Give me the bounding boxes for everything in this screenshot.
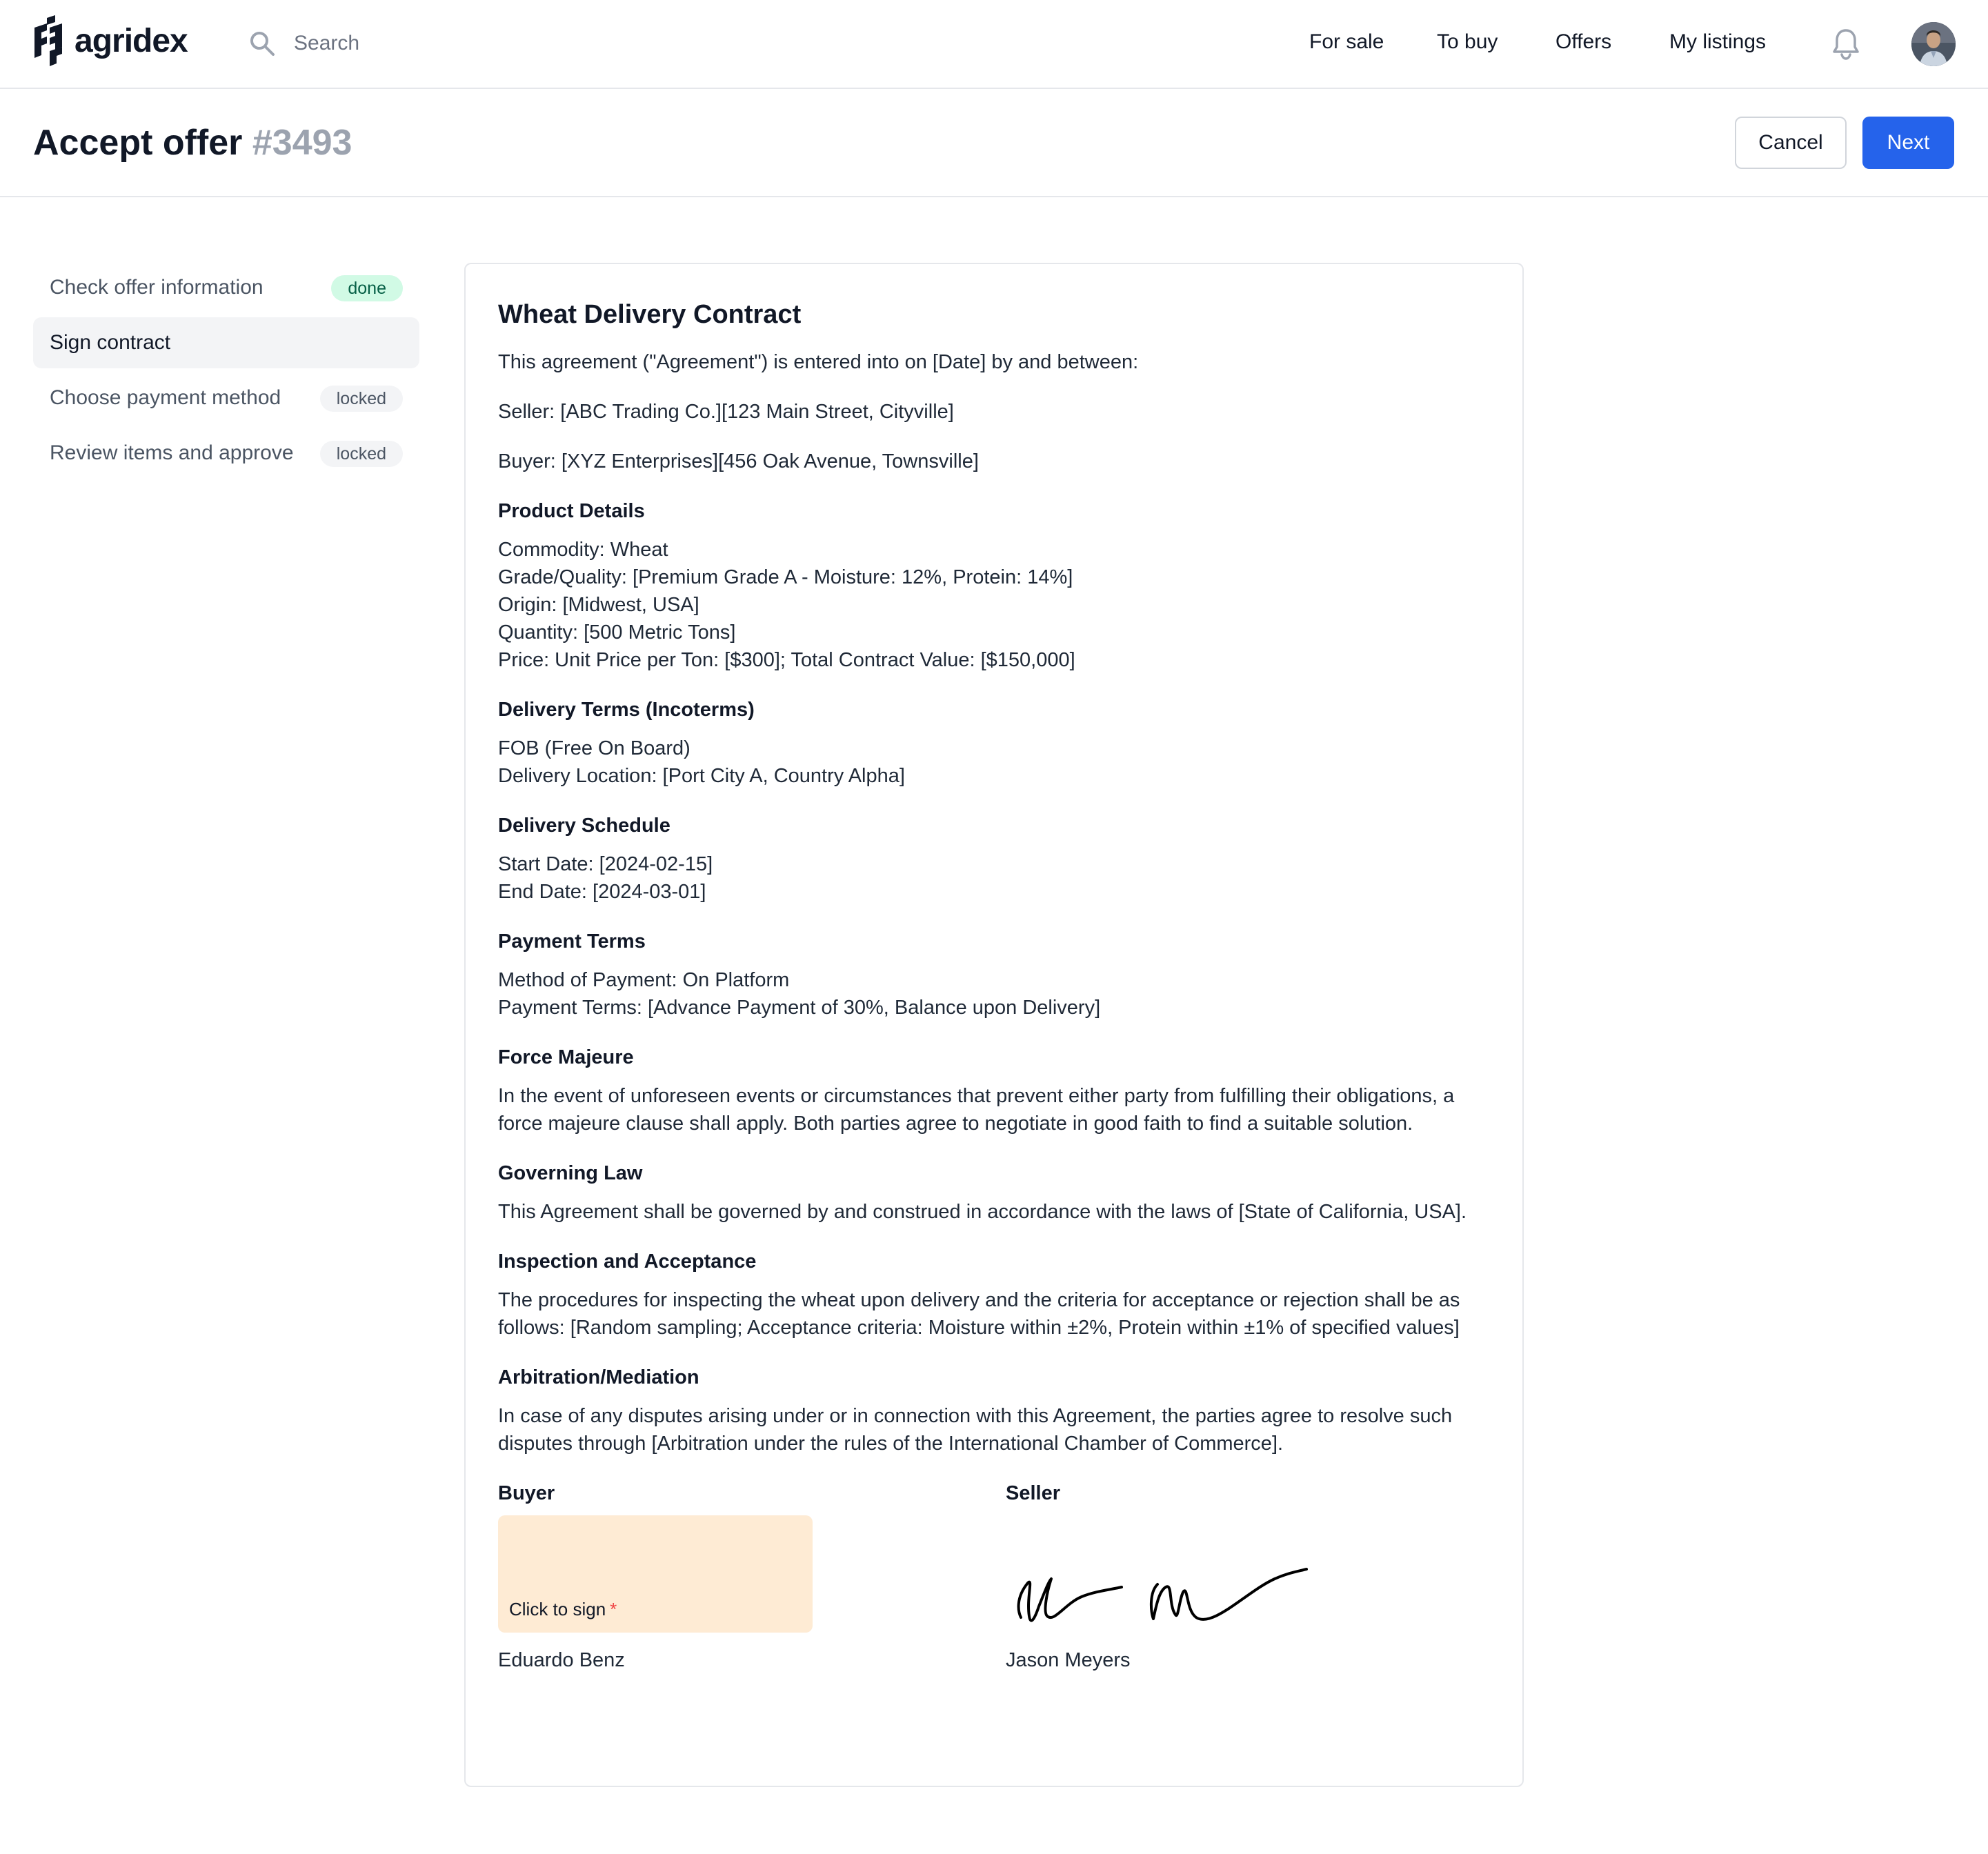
status-badge: locked — [320, 386, 403, 412]
search-input[interactable] — [294, 26, 639, 61]
product-line: Origin: [Midwest, USA] — [498, 594, 699, 616]
product-line: Commodity: Wheat — [498, 539, 668, 561]
step-label: Choose payment method — [50, 386, 281, 409]
section-heading-inspection: Inspection and Acceptance — [498, 1250, 757, 1273]
seller-name: Jason Meyers — [1006, 1649, 1131, 1671]
app-name: agridex — [74, 22, 188, 59]
payment-terms — [498, 966, 1498, 1021]
nav-for-sale[interactable]: For sale — [1309, 30, 1384, 53]
section-heading-payment-terms: Payment Terms — [498, 930, 646, 953]
step-label: Check offer information — [50, 276, 264, 299]
bell-icon[interactable] — [1831, 28, 1861, 61]
step-label: Sign contract — [50, 331, 171, 354]
seller-line: Seller: [ABC Trading Co.][123 Main Street, Cityville] — [498, 401, 954, 423]
offer-number: #3493 — [252, 123, 352, 163]
delivery-schedule — [498, 850, 1498, 906]
section-heading-delivery-schedule: Delivery Schedule — [498, 815, 670, 837]
seller-signature-image — [1006, 1515, 1320, 1633]
force-majeure-text: In the event of unforeseen events or circumstances that prevent either party from fulfilling their obligations, a force majeure clause shall apply. Both parties agree to negotiate in good faith to find a suitable solution. — [498, 1085, 1455, 1135]
agridex-logo-icon — [32, 15, 65, 66]
page-title-text: Accept offer — [33, 123, 243, 163]
contract-card — [464, 263, 1524, 1787]
contract-body — [498, 297, 1498, 1686]
logo[interactable] — [32, 15, 188, 66]
section-heading-governing-law: Governing Law — [498, 1162, 643, 1184]
status-badge: done — [331, 275, 403, 301]
product-line: Price: Unit Price per Ton: [$300]; Total Contract Value: [$150,000] — [498, 649, 1075, 671]
buyer-line: Buyer: [XYZ Enterprises][456 Oak Avenue, Townsville] — [498, 450, 979, 472]
seller-signature-block — [1006, 1479, 1131, 1671]
search-bar — [248, 26, 639, 61]
step-review-items-and-approve[interactable] — [33, 428, 419, 479]
status-badge: locked — [320, 441, 403, 467]
nav-to-buy[interactable]: To buy — [1437, 30, 1498, 53]
step-label: Review items and approve — [50, 441, 294, 464]
seller-role-label: Seller — [1006, 1482, 1060, 1504]
contract-title: Wheat Delivery Contract — [498, 300, 802, 329]
sign-hint-text: Click to sign — [509, 1599, 606, 1619]
nav-offers[interactable]: Offers — [1555, 30, 1612, 53]
nav-my-listings[interactable]: My listings — [1669, 30, 1767, 53]
section-heading-arbitration: Arbitration/Mediation — [498, 1366, 699, 1388]
avatar[interactable] — [1911, 22, 1956, 66]
user-photo-icon — [1911, 22, 1956, 66]
section-heading-force-majeure: Force Majeure — [498, 1046, 634, 1068]
delivery-terms-line: FOB (Free On Board) — [498, 737, 690, 759]
step-sign-contract[interactable] — [33, 317, 419, 368]
sign-hint — [509, 1599, 617, 1620]
step-choose-payment-method[interactable] — [33, 372, 419, 423]
step-check-offer-information[interactable] — [33, 262, 419, 313]
top-navigation — [0, 0, 1988, 89]
product-line: Quantity: [500 Metric Tons] — [498, 621, 736, 644]
governing-law-text: This Agreement shall be governed by and construed in accordance with the laws of [State of California, USA]. — [498, 1201, 1467, 1223]
product-line: Grade/Quality: [Premium Grade A - Moisture: 12%, Protein: 14%] — [498, 566, 1073, 588]
steps-sidebar — [33, 262, 419, 483]
delivery-terms-line: Delivery Location: [Port City A, Country Alpha] — [498, 765, 905, 787]
section-heading-delivery-terms: Delivery Terms (Incoterms) — [498, 699, 755, 721]
payment-line: Payment Terms: [Advance Payment of 30%, Balance upon Delivery] — [498, 997, 1101, 1019]
product-details — [498, 536, 1498, 674]
page-title — [33, 122, 352, 163]
contract-intro: This agreement ("Agreement") is entered into on [Date] by and between: — [498, 351, 1139, 373]
payment-line: Method of Payment: On Platform — [498, 969, 790, 991]
buyer-name: Eduardo Benz — [498, 1649, 625, 1671]
section-heading-product-details: Product Details — [498, 500, 645, 522]
buyer-signature-block — [498, 1479, 625, 1671]
required-mark: * — [610, 1599, 617, 1619]
buyer-sign-box[interactable] — [498, 1515, 813, 1633]
arbitration-text: In case of any disputes arising under or in connection with this Agreement, the parties agree to resolve such disputes through [Arbitration under the rules of the International Chamber of Commerce]. — [498, 1405, 1453, 1455]
buyer-role-label: Buyer — [498, 1482, 555, 1504]
schedule-line: End Date: [2024-03-01] — [498, 881, 706, 903]
search-icon — [248, 30, 276, 57]
schedule-line: Start Date: [2024-02-15] — [498, 853, 713, 875]
delivery-terms — [498, 735, 1498, 790]
page-header — [0, 89, 1988, 197]
cancel-button[interactable]: Cancel — [1735, 117, 1847, 169]
inspection-text: The procedures for inspecting the wheat upon delivery and the criteria for acceptance or rejection shall be as follows: [Random sampling; Acceptance criteria: Moisture within ±2%, Protein within ±1% of specified values] — [498, 1289, 1460, 1339]
signatures — [498, 1479, 1498, 1686]
next-button[interactable]: Next — [1862, 117, 1954, 169]
